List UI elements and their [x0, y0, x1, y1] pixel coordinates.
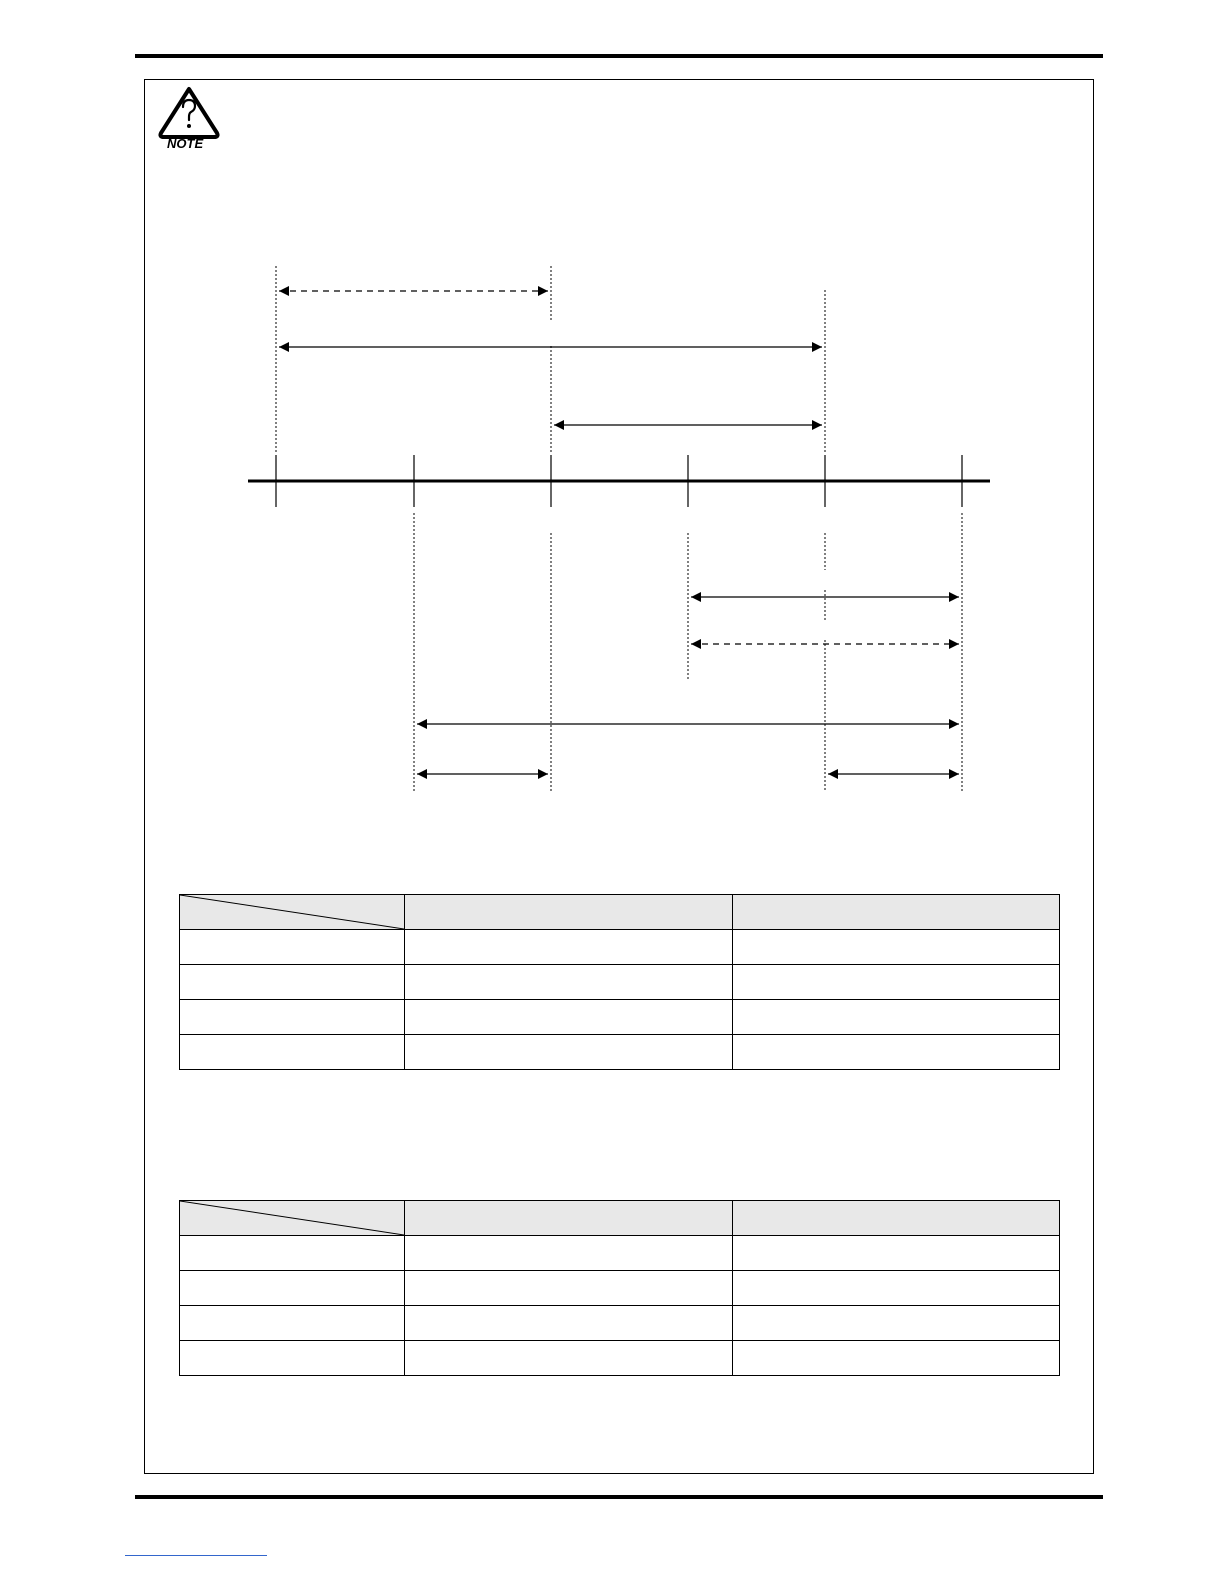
table-cell — [180, 1271, 405, 1306]
table-row — [180, 1341, 1060, 1376]
bottom-rule — [135, 1495, 1103, 1499]
table-cell — [733, 1000, 1060, 1035]
table-cell — [733, 1306, 1060, 1341]
table-cell — [733, 1236, 1060, 1271]
table-cell — [733, 1271, 1060, 1306]
timeline-axis — [248, 455, 990, 507]
spec-table-1 — [179, 894, 1060, 1070]
table-row — [180, 1306, 1060, 1341]
table-cell — [180, 1035, 405, 1070]
table-cell — [405, 1000, 733, 1035]
table-cell — [180, 1000, 405, 1035]
table-cell — [405, 965, 733, 1000]
table-cell — [733, 1341, 1060, 1376]
table-cell — [180, 1236, 405, 1271]
table-row — [180, 965, 1060, 1000]
table-cell — [405, 930, 733, 965]
corner-header-cell — [180, 895, 405, 930]
table-row — [180, 1035, 1060, 1070]
table-cell — [733, 930, 1060, 965]
spec-table-2 — [179, 1200, 1060, 1376]
column-header — [405, 1201, 733, 1236]
table-cell — [405, 1236, 733, 1271]
table-cell — [405, 1035, 733, 1070]
table-cell — [405, 1306, 733, 1341]
guide-lines — [276, 266, 962, 792]
table-cell — [405, 1271, 733, 1306]
footer-link-underline[interactable] — [125, 1555, 267, 1556]
table-cell — [405, 1341, 733, 1376]
table-cell — [180, 965, 405, 1000]
interval-arrows — [279, 291, 959, 774]
table-cell — [733, 1035, 1060, 1070]
table-row — [180, 1271, 1060, 1306]
table-cell — [180, 1341, 405, 1376]
table-row — [180, 930, 1060, 965]
table-row — [180, 1236, 1060, 1271]
column-header — [405, 895, 733, 930]
table-header-row — [180, 895, 1060, 930]
table-row — [180, 1000, 1060, 1035]
table-cell — [180, 1306, 405, 1341]
table-header-row — [180, 1201, 1060, 1236]
corner-header-cell — [180, 1201, 405, 1236]
table-cell — [180, 930, 405, 965]
column-header — [733, 895, 1060, 930]
column-header — [733, 1201, 1060, 1236]
note-label: NOTE — [167, 136, 204, 151]
table-cell — [733, 965, 1060, 1000]
